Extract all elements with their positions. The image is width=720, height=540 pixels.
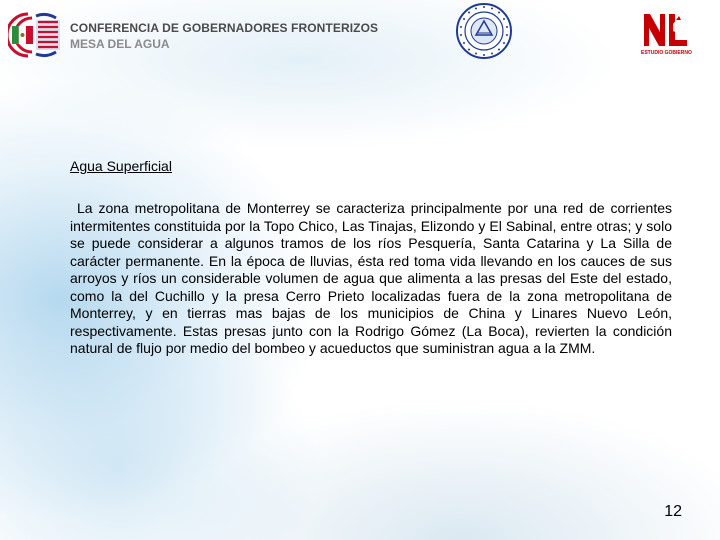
header-title: CONFERENCIA DE GOBERNADORES FRONTERIZOS: [70, 21, 379, 35]
page-number: 12: [664, 503, 682, 520]
nuevo-leon-logo: [640, 10, 692, 60]
water-commission-seal-icon: [455, 2, 513, 60]
section-title: Agua Superficial: [70, 158, 172, 174]
nuevo-leon-emblem-icon: [640, 10, 692, 50]
header-subtitle: MESA DEL AGUA: [70, 37, 170, 51]
nuevo-leon-tagline: ESTUDIO GOBIERNO: [641, 50, 692, 56]
slide-header: [0, 0, 720, 70]
body-paragraph: La zona metropolitana de Monterrey se caracteriza principalmente por una red de corrientes intermitentes constituida por la Topo Chico, Las Tinajas, Elizondo y El Sabinal, entre otras; y solo se puede considerar a algunos tramos de los ríos Pesquería, Santa Catarina y La Silla de carácter permanente. En la época de lluvias, ésta red toma vida llevando en los cauces de sus arroyos y ríos un considerable volumen de agua que alimenta a las presas del Este del estado, como la del Cuchillo y la presa Cerro Prieto localizadas fuera de la zona metropolitana de Monterrey, y en tierras mas bajas de los municipios de China y Linares Nuevo León, respectivamente. Estas presas junto con la Rodrigo Gómez (La Boca), revierten la condición natural de flujo por medio del bombeo y acueductos que suministran agua a la ZMM.: [70, 200, 672, 356]
conference-logo-icon: [8, 10, 64, 60]
